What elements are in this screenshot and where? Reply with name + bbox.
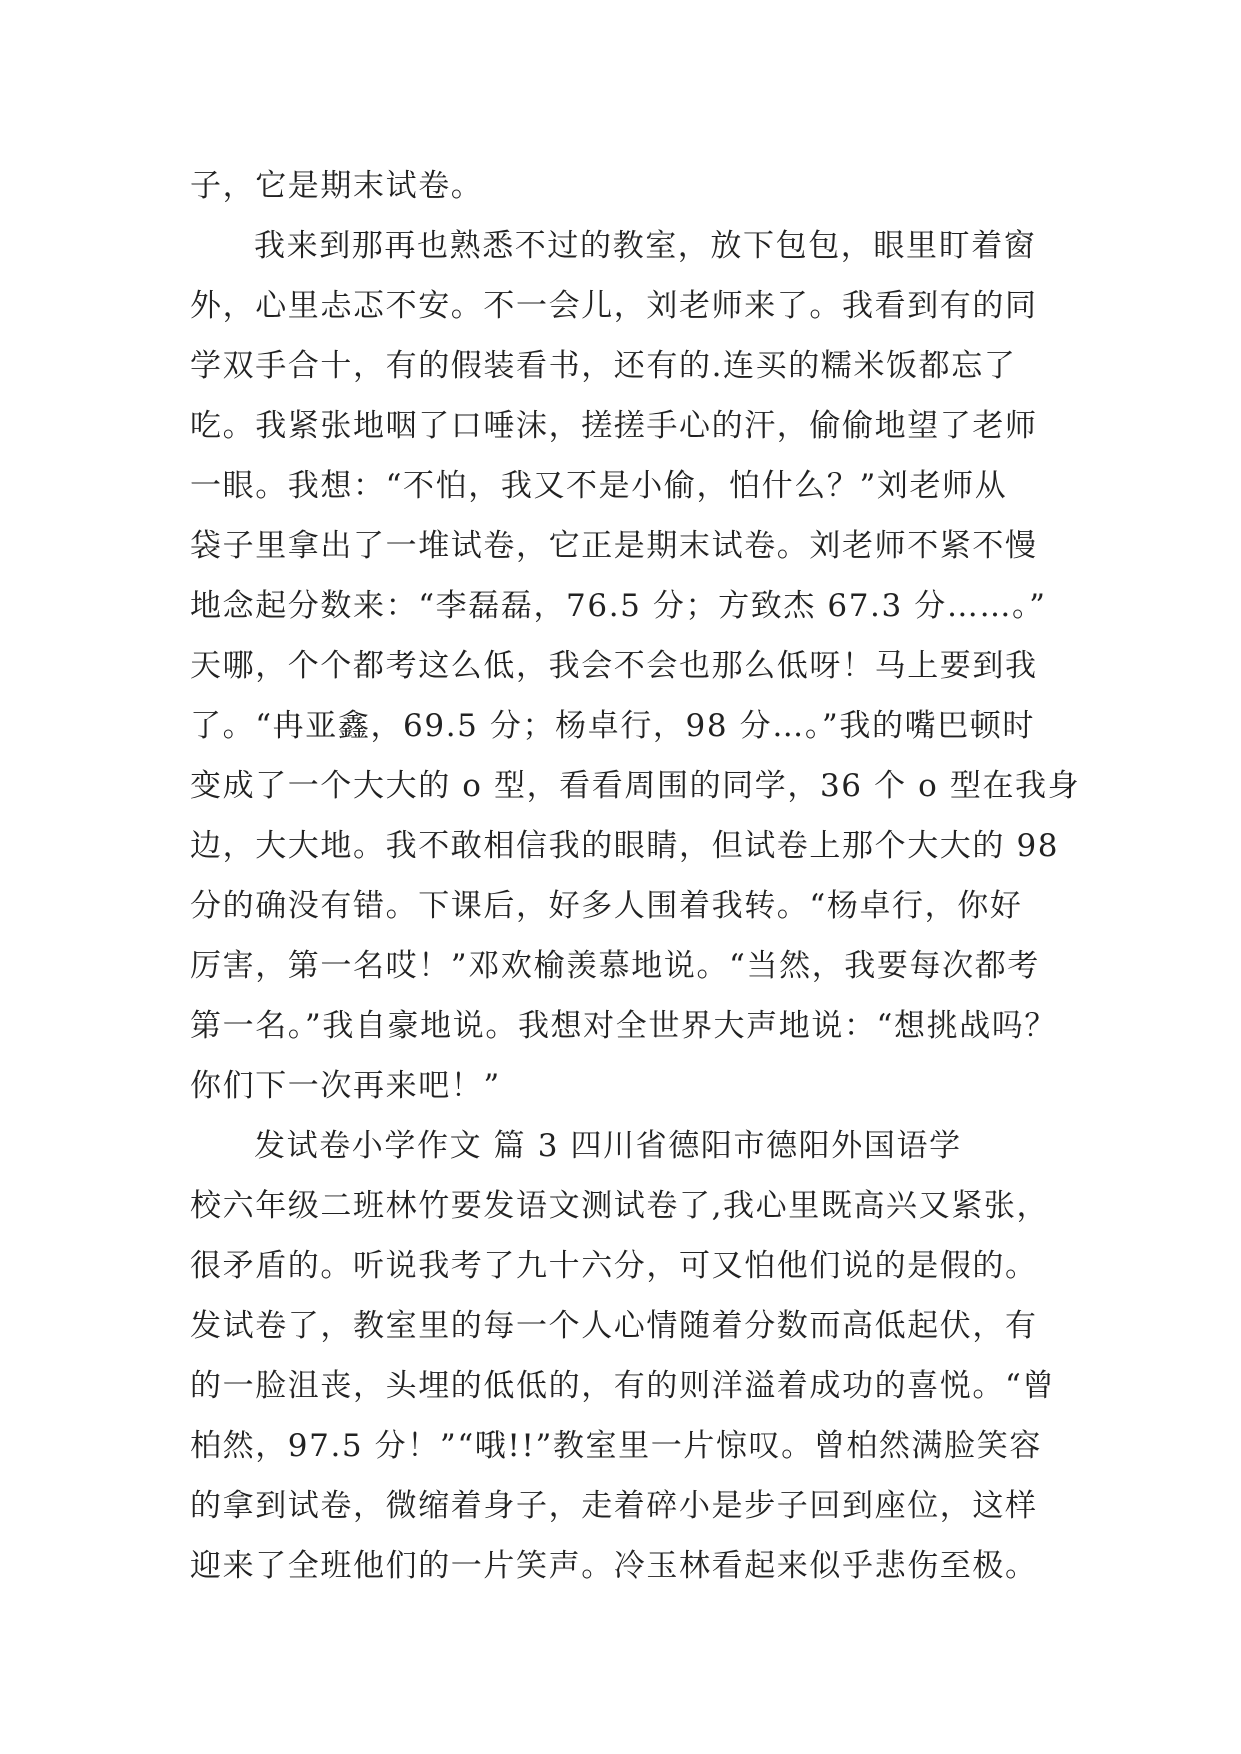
text-line: 的一脸沮丧，头埋的低低的，有的则洋溢着成功的喜悦。“曾 bbox=[190, 1368, 1056, 1404]
section-heading-line: 发试卷小学作文 篇 3 四川省德阳市德阳外国语学 bbox=[254, 1128, 962, 1164]
text-line: 吃。我紧张地咽了口唾沫，搓搓手心的汗，偷偷地望了老师 bbox=[190, 408, 1038, 444]
text-line: 学双手合十，有的假装看书，还有的.连买的糯米饭都忘了 bbox=[190, 348, 1017, 384]
text-line: 天哪，个个都考这么低，我会不会也那么低呀！马上要到我 bbox=[190, 648, 1038, 684]
text-line: 很矛盾的。听说我考了九十六分，可又怕他们说的是假的。 bbox=[190, 1248, 1038, 1284]
essay-text-block bbox=[190, 156, 1081, 1596]
text-line: 变成了一个大大的 o 型，看看周围的同学，36 个 o 型在我身 bbox=[190, 768, 1081, 804]
text-line: 了。“冉亚鑫，69.5 分；杨卓行，98 分…。”我的嘴巴顿时 bbox=[190, 708, 1035, 744]
text-line: 柏然，97.5 分！”“哦!!”教室里一片惊叹。曾柏然满脸笑容 bbox=[190, 1428, 1042, 1464]
text-line: 边，大大地。我不敢相信我的眼睛，但试卷上那个大大的 98 bbox=[190, 828, 1060, 864]
text-line: 迎来了全班他们的一片笑声。冷玉林看起来似乎悲伤至极。 bbox=[190, 1548, 1038, 1584]
text-line: 的拿到试卷，微缩着身子，走着碎小是步子回到座位，这样 bbox=[190, 1488, 1038, 1524]
text-line: 你们下一次再来吧！” bbox=[190, 1068, 501, 1104]
text-line: 地念起分数来：“李磊磊，76.5 分；方致杰 67.3 分……。” bbox=[190, 588, 1047, 624]
text-line: 分的确没有错。下课后，好多人围着我转。“杨卓行，你好 bbox=[190, 888, 1023, 924]
paragraph-start-line: 我来到那再也熟悉不过的教室，放下包包，眼里盯着窗 bbox=[254, 228, 1037, 264]
text-line: 子，它是期末试卷。 bbox=[190, 168, 484, 204]
text-line: 厉害，第一名哎！”邓欢榆羡慕地说。“当然，我要每次都考 bbox=[190, 948, 1040, 984]
text-line: 校六年级二班林竹要发语文测试卷了,我心里既高兴又紧张， bbox=[190, 1188, 1050, 1224]
text-line: 发试卷了，教室里的每一个人心情随着分数而高低起伏，有 bbox=[190, 1308, 1038, 1344]
text-line: 一眼。我想：“不怕，我又不是小偷，怕什么？”刘老师从 bbox=[190, 468, 1008, 504]
text-line: 袋子里拿出了一堆试卷，它正是期末试卷。刘老师不紧不慢 bbox=[190, 528, 1038, 564]
text-line: 外，心里忐忑不安。不一会儿，刘老师来了。我看到有的同 bbox=[190, 288, 1038, 324]
text-line: 第一名。”我自豪地说。我想对全世界大声地说：“想挑战吗？ bbox=[190, 1008, 1057, 1044]
